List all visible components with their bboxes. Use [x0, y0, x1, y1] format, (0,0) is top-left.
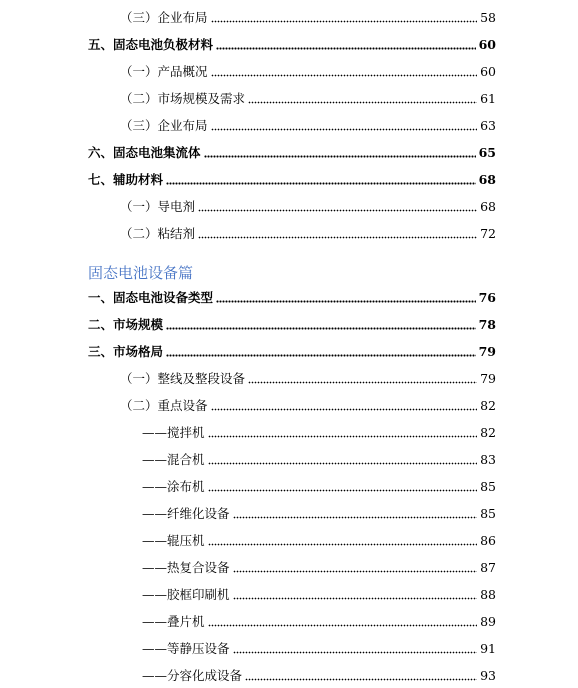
dot-leader — [204, 155, 476, 158]
toc-entry-page-number: 83 — [480, 452, 496, 467]
dot-leader — [208, 543, 478, 546]
toc-entry[interactable] — [120, 10, 496, 26]
toc-entry-label: （一）导电剂 — [120, 199, 196, 214]
toc-entry-label: 三、市场格局 — [88, 344, 164, 359]
toc-entry-page-number: 68 — [478, 172, 496, 187]
dot-leader — [211, 408, 478, 411]
toc-entry[interactable] — [120, 64, 496, 80]
toc-entry-label: （二）重点设备 — [120, 398, 208, 413]
dot-leader — [233, 516, 478, 519]
toc-entry[interactable] — [88, 172, 496, 188]
toc-entry[interactable] — [142, 533, 496, 549]
toc-entry-page-number: 60 — [480, 64, 496, 79]
dot-leader — [233, 597, 478, 600]
toc-entry-page-number: 72 — [480, 226, 496, 241]
toc-entry-page-number: 63 — [480, 118, 496, 133]
toc-entry-page-number: 61 — [480, 91, 496, 106]
dot-leader — [233, 651, 478, 654]
dot-leader — [245, 678, 477, 681]
toc-entry-label: 一、固态电池设备类型 — [88, 290, 214, 305]
dot-leader — [211, 128, 478, 131]
toc-entry-page-number: 89 — [480, 614, 496, 629]
toc-entry[interactable] — [88, 37, 496, 53]
toc-entry-label: ——热复合设备 — [142, 560, 230, 575]
dot-leader — [166, 354, 476, 357]
toc-entry-label: ——混合机 — [142, 452, 205, 467]
toc-entry-label: ——搅拌机 — [142, 425, 205, 440]
dot-leader — [248, 381, 477, 384]
toc-entry-page-number: 60 — [478, 37, 496, 52]
toc-entry[interactable] — [142, 668, 496, 684]
toc-entry-page-number: 79 — [478, 344, 496, 359]
toc-entry-page-number: 93 — [480, 668, 496, 683]
toc-entry[interactable] — [142, 587, 496, 603]
toc-entry-page-number: 65 — [478, 145, 496, 160]
toc-entry-label: ——等静压设备 — [142, 641, 230, 656]
toc-entry-label: 五、固态电池负极材料 — [88, 37, 214, 52]
toc-entry-label: （二）市场规模及需求 — [120, 91, 246, 106]
toc-entry[interactable] — [142, 614, 496, 630]
toc-entry-label: （三）企业布局 — [120, 118, 208, 133]
dot-leader — [166, 327, 476, 330]
toc-entry[interactable] — [88, 344, 496, 360]
dot-leader — [216, 300, 476, 303]
toc-entry[interactable] — [120, 398, 496, 414]
toc-entry-page-number: 85 — [480, 506, 496, 521]
toc-entry[interactable] — [142, 452, 496, 468]
toc-entry-label: ——胶框印刷机 — [142, 587, 230, 602]
toc-entry-label: ——涂布机 — [142, 479, 205, 494]
toc-entry[interactable] — [142, 560, 496, 576]
toc-entry[interactable] — [120, 118, 496, 134]
dot-leader — [198, 236, 477, 239]
toc-entry-label: （三）企业布局 — [120, 10, 208, 25]
toc-entry-label: 二、市场规模 — [88, 317, 164, 332]
toc-entry[interactable] — [142, 479, 496, 495]
toc-entry-page-number: 58 — [480, 10, 496, 25]
dot-leader — [208, 435, 478, 438]
toc-entry-page-number: 68 — [480, 199, 496, 214]
toc-entry-page-number: 88 — [480, 587, 496, 602]
toc-entry-page-number: 79 — [480, 371, 496, 386]
section-heading: 固态电池设备篇 — [88, 264, 194, 282]
dot-leader — [208, 624, 478, 627]
toc-entry[interactable] — [88, 145, 496, 161]
toc-entry-label: ——辊压机 — [142, 533, 205, 548]
toc-entry-page-number: 87 — [480, 560, 496, 575]
toc-entry[interactable] — [120, 371, 496, 387]
toc-entry-label: （二）粘结剂 — [120, 226, 196, 241]
dot-leader — [208, 462, 478, 465]
toc-entry[interactable] — [120, 226, 496, 242]
toc-entry[interactable] — [142, 425, 496, 441]
toc-entry[interactable] — [142, 506, 496, 522]
dot-leader — [248, 101, 477, 104]
toc-entry[interactable] — [120, 91, 496, 107]
toc-entry-label: （一）产品概况 — [120, 64, 208, 79]
toc-entry-page-number: 82 — [480, 425, 496, 440]
dot-leader — [211, 20, 478, 23]
toc-entry-page-number: 78 — [478, 317, 496, 332]
toc-entry[interactable] — [142, 641, 496, 657]
toc-entry-page-number: 85 — [480, 479, 496, 494]
toc-entry-label: ——叠片机 — [142, 614, 205, 629]
toc-entry-page-number: 86 — [480, 533, 496, 548]
dot-leader — [198, 209, 477, 212]
dot-leader — [211, 74, 478, 77]
toc-entry[interactable] — [88, 290, 496, 306]
toc-entry[interactable] — [88, 317, 496, 333]
toc-entry-label: ——纤维化设备 — [142, 506, 230, 521]
toc-entry-label: ——分容化成设备 — [142, 668, 243, 683]
toc-entry-label: （一）整线及整段设备 — [120, 371, 246, 386]
toc-entry-page-number: 82 — [480, 398, 496, 413]
toc-entry-page-number: 76 — [478, 290, 496, 305]
toc-entry-label: 七、辅助材料 — [88, 172, 164, 187]
toc-entry-label: 六、固态电池集流体 — [88, 145, 201, 160]
dot-leader — [233, 570, 478, 573]
dot-leader — [216, 47, 476, 50]
toc-entry-page-number: 91 — [480, 641, 496, 656]
dot-leader — [166, 182, 476, 185]
toc-entry[interactable] — [120, 199, 496, 215]
dot-leader — [208, 489, 478, 492]
